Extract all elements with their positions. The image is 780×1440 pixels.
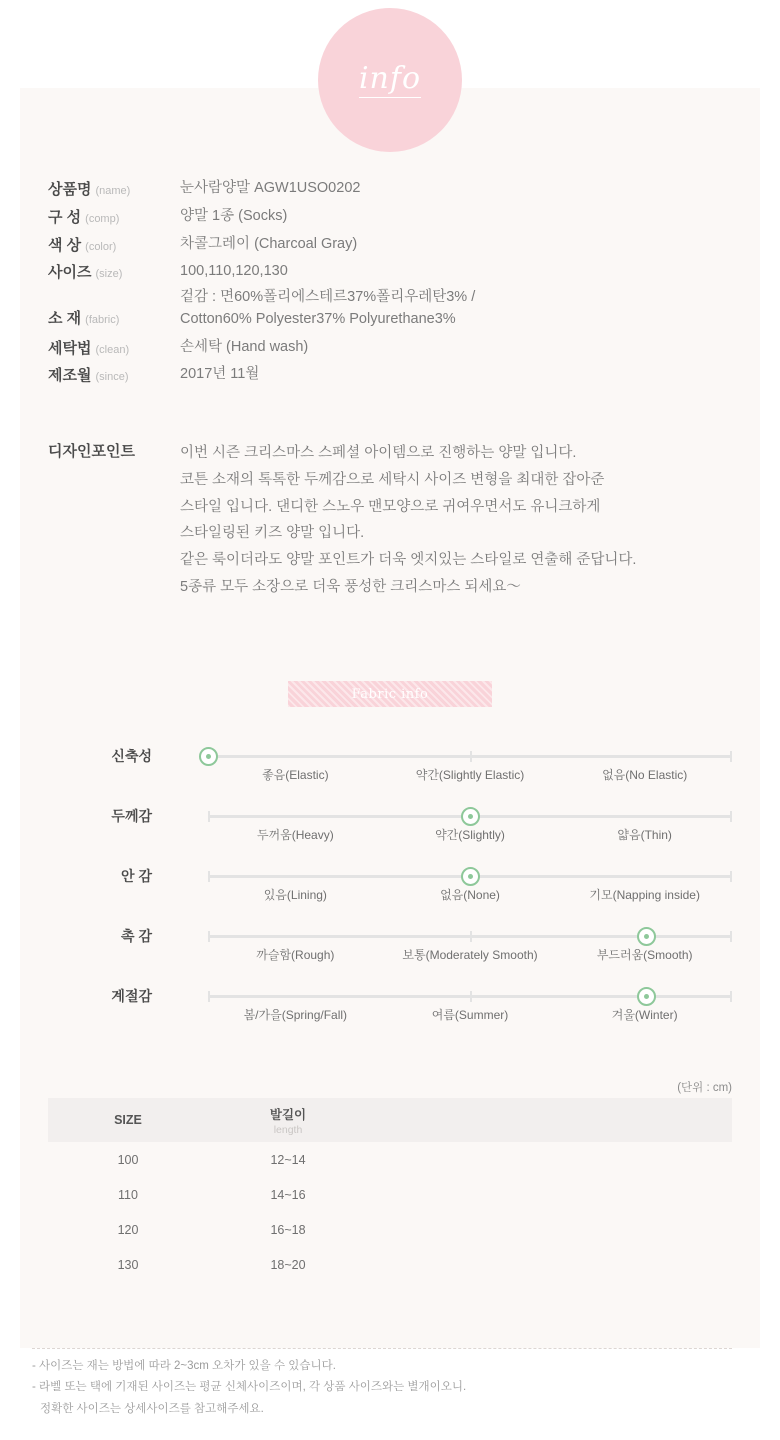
scale-tick-icon — [208, 991, 210, 1002]
spec-label-clean — [48, 337, 180, 358]
scale-name-elasticity: 신축성 — [111, 748, 152, 764]
table-row — [48, 1247, 732, 1282]
info-badge — [318, 8, 462, 152]
spec-row-name — [48, 178, 708, 200]
design-point-text — [180, 440, 636, 601]
spec-label-name-ko: 상품명 — [48, 181, 92, 198]
scale-options-lining — [208, 886, 732, 903]
scale-track-lining — [208, 875, 732, 878]
spec-label-comp-en: (comp) — [85, 212, 120, 225]
spec-value-color: 차콜그레이 (Charcoal Gray) — [180, 235, 358, 252]
scale-option-label: 까슬함(Rough) — [256, 948, 335, 962]
scale-track-elasticity — [208, 755, 732, 758]
spec-label-comp — [48, 206, 180, 227]
spec-row-color — [48, 234, 708, 256]
spec-label-fabric-ko: 소 재 — [48, 310, 82, 327]
scale-tick-icon — [208, 931, 210, 942]
scale-option-label: 얇음(Thin) — [617, 828, 672, 842]
table-row — [48, 1212, 732, 1247]
size-table-header-spacer — [368, 1098, 732, 1142]
scale-marker-touch — [637, 927, 656, 946]
scale-track-thickness — [208, 815, 732, 818]
design-point-label: 디자인포인트 — [48, 443, 135, 460]
spec-label-color — [48, 234, 180, 255]
size-cell: 110 — [118, 1187, 138, 1202]
scale-tick-icon — [730, 751, 732, 762]
spacer-cell — [368, 1177, 732, 1212]
scale-options-touch — [208, 946, 732, 963]
length-cell: 18~20 — [270, 1257, 306, 1272]
size-cell: 130 — [117, 1257, 139, 1272]
scale-tick-icon — [730, 991, 732, 1002]
design-line-1: 이번 시즌 크리스마스 스페셜 아이템으로 진행하는 양말 입니다. — [180, 445, 577, 461]
spec-value-comp: 양말 1종 (Socks) — [180, 207, 288, 224]
spec-value-fabric-line1: 겉감 : 면60%폴리에스테르37%폴리우레탄3% / — [180, 289, 476, 305]
length-cell: 14~16 — [270, 1187, 306, 1202]
scale-row-thickness — [48, 798, 748, 858]
scale-row-season — [48, 978, 748, 1038]
scale-option-label: 약간(Slightly) — [435, 828, 505, 842]
size-table-header-size — [48, 1098, 208, 1142]
spec-label-color-en: (color) — [85, 240, 117, 253]
scale-row-elasticity — [48, 738, 748, 798]
footnote-2: - 라벨 또는 택에 기재된 사이즈는 평균 신체사이즈이며, 각 상품 사이즈와는 별개이오니. — [32, 1381, 467, 1394]
scale-option-label: 여름(Summer) — [431, 1008, 509, 1022]
fabric-info-banner — [288, 681, 492, 707]
spec-label-comp-ko: 구 성 — [48, 208, 82, 226]
spec-value-fabric-line2: Cotton60% Polyester37% Polyurethane3% — [180, 310, 456, 327]
spec-label-since-en: (since) — [95, 371, 129, 384]
spec-label-since — [48, 364, 180, 385]
scale-tick-icon — [730, 931, 732, 942]
scale-name-lining: 안 감 — [121, 868, 152, 884]
size-table-header-length-sub: length — [273, 1123, 303, 1136]
scale-row-touch — [48, 918, 748, 978]
design-point-section — [48, 440, 738, 601]
size-table-head — [48, 1098, 732, 1142]
scale-tick-icon — [470, 931, 472, 942]
spec-row-fabric — [48, 287, 708, 331]
scale-options-elasticity — [208, 766, 732, 783]
size-table-header-size-main: SIZE — [114, 1113, 142, 1127]
spec-label-clean-ko: 세탁법 — [48, 339, 92, 357]
size-table — [48, 1098, 732, 1282]
spec-label-fabric — [48, 287, 180, 328]
info-badge-label: info — [358, 61, 422, 96]
scale-name-thickness: 두께감 — [111, 808, 152, 824]
scale-tick-icon — [208, 871, 210, 882]
spec-label-size-en: (size) — [95, 268, 123, 281]
scale-option-label: 없음(None) — [440, 888, 500, 902]
scale-option-label: 봄/가을(Spring/Fall) — [243, 1008, 348, 1022]
scale-options-thickness — [208, 826, 732, 843]
scale-track-touch — [208, 935, 732, 938]
size-table-header-length-main: 발길이 — [269, 1107, 307, 1122]
scale-tick-icon — [730, 871, 732, 882]
scale-tick-icon — [730, 811, 732, 822]
spec-label-size — [48, 261, 180, 282]
spacer-cell — [368, 1247, 732, 1282]
scale-option-label: 보통(Moderately Smooth) — [402, 948, 538, 962]
design-line-3: 스타일 입니다. 댄디한 스노우 맨모양으로 귀여우면서도 유니크하게 — [180, 498, 601, 515]
spec-value-since: 2017년 11월 — [180, 366, 260, 383]
scale-marker-season — [637, 987, 656, 1006]
footnotes — [32, 1348, 732, 1421]
scale-name-touch: 촉 감 — [121, 928, 152, 944]
table-row — [48, 1142, 732, 1177]
scale-option-label: 있음(Lining) — [263, 888, 327, 902]
scale-marker-lining — [461, 867, 480, 886]
spec-row-size — [48, 261, 708, 283]
scale-options-season — [208, 1006, 732, 1023]
scale-tick-icon — [470, 751, 472, 762]
size-table-header-row — [48, 1098, 732, 1142]
fabric-scale-list — [48, 738, 748, 1038]
table-row — [48, 1177, 732, 1212]
spec-value-clean: 손세탁 (Hand wash) — [180, 338, 309, 355]
spacer-cell — [368, 1142, 732, 1177]
design-line-2: 코튼 소재의 톡톡한 두께감으로 세탁시 사이즈 변형을 최대한 잡아준 — [180, 471, 605, 488]
spec-label-color-ko: 색 상 — [48, 236, 82, 254]
design-line-6: 5종류 모두 소장으로 더욱 풍성한 크리스마스 되세요〜 — [180, 579, 521, 596]
scale-tick-icon — [208, 811, 210, 822]
spec-value-size: 100,110,120,130 — [180, 263, 288, 280]
scale-marker-thickness — [461, 807, 480, 826]
footnote-1: - 사이즈는 재는 방법에 따라 2~3cm 오차가 있을 수 있습니다. — [32, 1360, 336, 1372]
scale-row-lining — [48, 858, 748, 918]
scale-option-label: 겨울(Winter) — [611, 1008, 678, 1022]
spec-label-fabric-en: (fabric) — [85, 314, 120, 326]
spec-label-name-en: (name) — [95, 185, 131, 197]
scale-name-season: 계절감 — [111, 988, 152, 1004]
spec-row-comp — [48, 206, 708, 228]
size-table-unit-note: (단위 : cm) — [677, 1082, 732, 1094]
spec-row-clean — [48, 337, 708, 359]
design-line-4: 스타일링된 키즈 양말 입니다. — [180, 525, 365, 542]
scale-option-label: 없음(No Elastic) — [602, 768, 688, 782]
spec-row-since — [48, 364, 708, 386]
spec-label-size-ko: 사이즈 — [48, 264, 92, 282]
scale-option-label: 부드러움(Smooth) — [596, 948, 693, 962]
scale-option-label: 약간(Slightly Elastic) — [415, 768, 525, 782]
length-cell: 12~14 — [270, 1152, 306, 1167]
scale-marker-elasticity — [199, 747, 218, 766]
scale-option-label: 좋음(Elastic) — [262, 768, 329, 782]
scale-option-label: 기모(Napping inside) — [589, 888, 700, 902]
spec-value-name: 눈사람양말 AGW1USO0202 — [180, 180, 361, 196]
length-cell: 16~18 — [270, 1222, 306, 1237]
spacer-cell — [368, 1212, 732, 1247]
spec-label-name — [48, 178, 180, 199]
spec-label-since-ko: 제조월 — [48, 367, 92, 385]
spec-list — [48, 178, 708, 392]
scale-option-label: 두꺼움(Heavy) — [256, 828, 334, 842]
size-table-header-length — [208, 1098, 368, 1142]
scale-track-season — [208, 995, 732, 998]
spec-value-fabric — [180, 287, 475, 331]
size-table-body — [48, 1142, 732, 1282]
scale-tick-icon — [470, 991, 472, 1002]
size-cell: 120 — [117, 1222, 139, 1237]
fabric-info-banner-label: Fabric info — [351, 686, 429, 702]
spec-label-clean-en: (clean) — [95, 343, 130, 356]
footnote-3: 정확한 사이즈는 상세사이즈를 참고해주세요. — [40, 1402, 264, 1415]
size-cell: 100 — [117, 1152, 139, 1167]
design-line-5: 같은 룩이더라도 양말 포인트가 더욱 엣지있는 스타일로 연출해 준답니다. — [180, 552, 637, 569]
